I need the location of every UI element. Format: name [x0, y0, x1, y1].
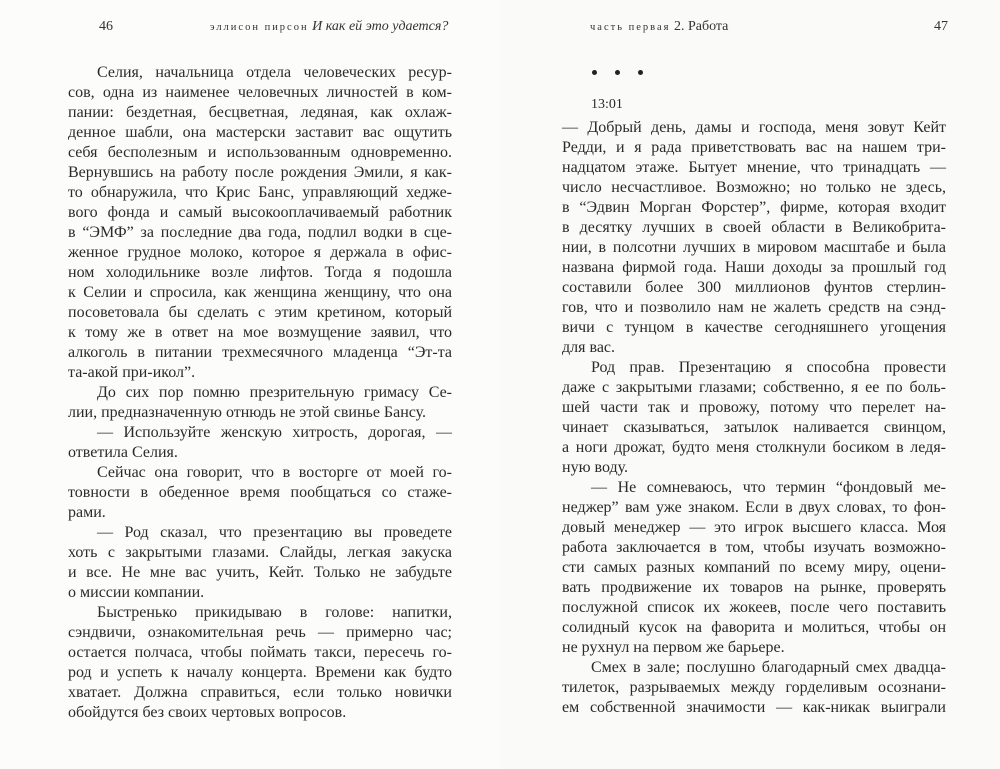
- text-line: в десятку лучших в своей области в Великобрита-: [562, 219, 946, 236]
- text-line: шей части так и провожу, потому что перелет на-: [562, 399, 946, 416]
- text-line: обойдутся без своих чертовых вопросов.: [68, 704, 347, 721]
- text-line: рами.: [68, 504, 106, 521]
- section-break-dot: [615, 70, 620, 75]
- text-line: ную воду.: [562, 459, 629, 476]
- text-line: товности в обеденное время пообщаться со стаже-: [68, 484, 452, 501]
- section-break-dot: [638, 70, 643, 75]
- paragraph: [562, 478, 946, 658]
- text-line: вать продвижение их товаров на рынке, проверять: [562, 579, 946, 596]
- text-line: Селия, начальница отдела человеческих ресур-: [97, 64, 452, 81]
- text-line: остается полчаса, чтобы поймать такси, пересечь го-: [68, 644, 452, 661]
- text-line: тилеток, разрываемых между горделивым осознани-: [562, 679, 946, 696]
- time-stamp: 13:01: [591, 97, 623, 112]
- page-number: 47: [934, 19, 948, 34]
- running-head-part: часть первая: [590, 22, 671, 33]
- page-body-text: [68, 63, 452, 723]
- text-line: сэндвичи, ознакомительная речь — примерно час;: [68, 624, 452, 641]
- paragraph: [68, 423, 452, 463]
- text-line: работа заключается в том, чтобы изучать возможно-: [562, 539, 946, 556]
- text-line: неджер” вам уже знаком. Если в двух словах, то фон-: [562, 499, 946, 516]
- paragraph: [562, 118, 946, 358]
- text-line: названа фирмой года. Наши доходы за прошлый год: [562, 259, 946, 276]
- text-line: Смех в зале; послушно благодарный смех двадца-: [591, 659, 946, 676]
- text-line: то обнаружила, что Крис Банс, управляющий хедже-: [68, 184, 452, 201]
- running-head: [210, 17, 448, 38]
- section-break-dot: [592, 70, 597, 75]
- text-line: Род прав. Презентацию я способна провести: [591, 359, 946, 376]
- section-break: [592, 64, 661, 80]
- text-line: посоветовала бы сделать с этим кретином, который: [68, 304, 452, 321]
- page-body-text: [562, 118, 946, 718]
- text-line: о миссии компании.: [68, 584, 205, 601]
- text-line: в “ЭМФ” за последние два года, подлил водки в сце-: [68, 224, 452, 241]
- text-line: женное грудное молоко, которое я держала в офис-: [68, 244, 452, 261]
- text-line: число несчастливое. Возможно; но только не здесь,: [562, 179, 946, 196]
- text-line: вого фонда и самый высокооплачиваемый работник: [68, 204, 452, 221]
- text-line: составили более 300 миллионов фунтов стерлин-: [562, 279, 946, 296]
- text-line: ном холодильнике возле лифтов. Тогда я подошла: [68, 264, 452, 281]
- running-head-author: эллисон пирсон: [210, 22, 309, 33]
- text-line: сов, одна из наименее человечных личностей в ком-: [68, 84, 452, 101]
- text-line: себя бесполезным и использованным одновременно.: [68, 144, 452, 161]
- text-line: а ноги дрожат, будто меня столкнули босиком в ледя-: [562, 439, 946, 456]
- paragraph: [68, 523, 452, 603]
- text-line: хоть с закрытыми глазами. Слайды, легкая закуска: [68, 544, 452, 561]
- text-line: — Используйте женскую хитрость, дорогая, —: [97, 424, 452, 441]
- text-line: к Селии и спросила, как женщина женщину, что она: [68, 284, 452, 301]
- text-line: в “Эдвин Морган Форстер”, фирме, которая входит: [562, 199, 946, 216]
- paragraph: [68, 383, 452, 423]
- text-line: для вас.: [562, 339, 616, 356]
- text-line: лии, предназначенную отнюдь не этой свинье Бансу.: [68, 404, 427, 421]
- text-line: денное шабли, она мастерски заставит вас ощутить: [68, 124, 452, 141]
- paragraph: [562, 658, 946, 718]
- text-line: род и успеть к началу концерта. Времени как будто: [68, 664, 452, 681]
- text-line: чинает сказываться, затылок наливается свинцом,: [562, 419, 946, 436]
- text-line: сти самых разных компаний по всему миру, оцени-: [562, 559, 946, 576]
- text-line: Быстренько прикидываю в голове: напитки,: [97, 604, 452, 621]
- text-line: нии, в полсотни лучших в мировом масштабе и была: [562, 239, 946, 256]
- running-head: [590, 17, 728, 38]
- paragraph: [562, 358, 946, 478]
- text-line: ем собственной значимости — как-никак выиграли: [562, 699, 946, 716]
- text-line: Вернувшись на работу после рождения Эмили, я как-: [68, 164, 452, 181]
- paragraph: [68, 63, 452, 383]
- running-head-title: И как ей это удается?: [312, 19, 449, 34]
- text-line: послужной список их жокеев, после чего поставить: [562, 599, 946, 616]
- text-line: солидный кусок на фаворита и молиться, чтобы он: [562, 619, 946, 636]
- text-line: и все. Не мне вас учить, Кейт. Только не забудьте: [68, 564, 452, 581]
- text-line: До сих пор помню презрительную гримасу Се-: [97, 384, 452, 401]
- text-line: ответила Селия.: [68, 444, 178, 461]
- paragraph: [68, 603, 452, 723]
- paragraph: [68, 463, 452, 523]
- text-line: — Род сказал, что презентацию вы проведете: [97, 524, 452, 541]
- text-line: гов, что и позволило нам не жалеть средств на сэнд-: [562, 299, 946, 316]
- running-head-chapter: 2. Работа: [673, 19, 729, 34]
- page-number: 46: [99, 19, 113, 34]
- text-line: — Добрый день, дамы и господа, меня зовут Кейт: [562, 119, 946, 136]
- text-line: довый менеджер — это игрок высшего класса. Моя: [562, 519, 946, 536]
- text-line: вичи с тунцом в качестве сегодняшнего угощения: [562, 319, 946, 336]
- text-line: — Не сомневаюсь, что термин “фондовый ме-: [591, 479, 946, 496]
- text-line: Сейчас она говорит, что в восторге от моей го-: [97, 464, 452, 481]
- text-line: хватает. Должна справиться, если только новички: [68, 684, 452, 701]
- text-line: пании: бездетная, бесцветная, ледяная, как охлаж-: [68, 104, 452, 121]
- text-line: не рухнул на первом же барьере.: [562, 639, 785, 656]
- text-line: даже с закрытыми глазами; собственно, я ее по боль-: [562, 379, 946, 396]
- text-line: к тому же в ответ на мое возмущение заявил, что: [68, 324, 452, 341]
- right-page: [500, 0, 1000, 769]
- text-line: Редди, и я рада приветствовать вас на нашем три-: [562, 139, 946, 156]
- text-line: алкоголь в питании трехмесячного младенца “Эт-та: [68, 344, 452, 361]
- text-line: та-акой при-икол”.: [68, 364, 196, 381]
- text-line: надцатом этаже. Бытует мнение, что тринадцать —: [562, 159, 946, 176]
